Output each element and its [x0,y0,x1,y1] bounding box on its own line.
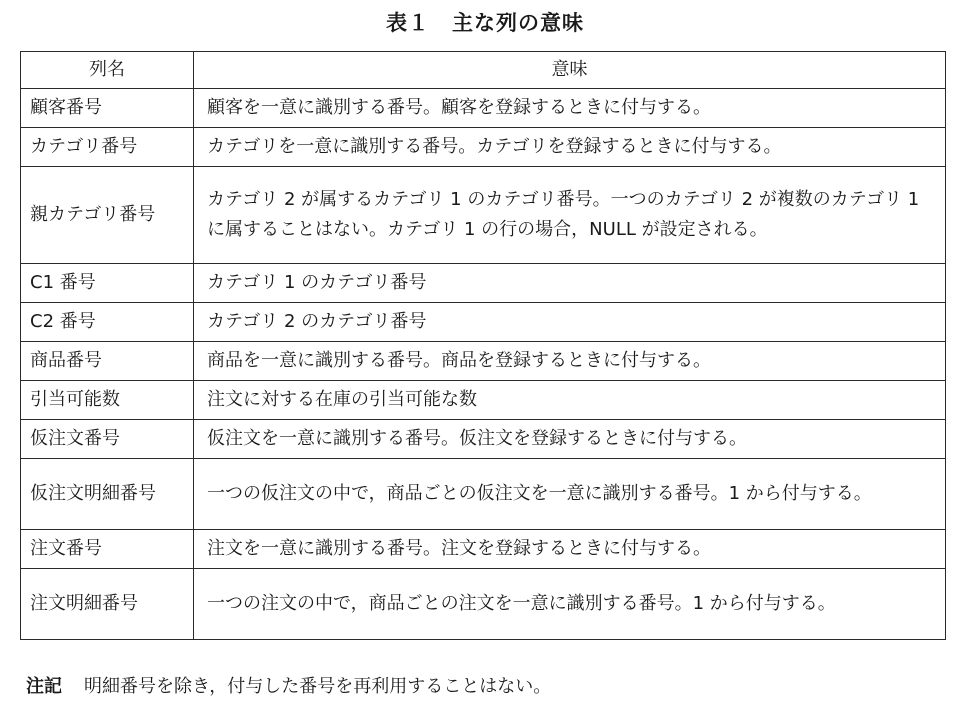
row-meaning: 注文に対する在庫の引当可能な数 [194,381,946,420]
table-row [21,420,946,459]
table-row [21,264,946,303]
row-column-name: カテゴリ番号 [21,128,194,167]
table-row [21,569,946,640]
table-row [21,459,946,530]
row-meaning: カテゴリ 1 のカテゴリ番号 [194,264,946,303]
table-row [21,303,946,342]
row-meaning: カテゴリを一意に識別する番号。カテゴリを登録するときに付与する。 [194,128,946,167]
row-meaning: 一つの注文の中で，商品ごとの注文を一意に識別する番号。1 から付与する。 [194,569,946,640]
row-column-name: 仮注文番号 [21,420,194,459]
row-meaning: カテゴリ 2 が属するカテゴリ 1 のカテゴリ番号。一つのカテゴリ 2 が複数のカテゴリ 1 に属することはない。カテゴリ 1 の行の場合，NULL が設定される。 [194,167,946,264]
footnote [26,672,551,702]
row-column-name: 注文番号 [21,530,194,569]
header-meaning: 意味 [194,52,946,89]
table-row [21,89,946,128]
row-column-name: C1 番号 [21,264,194,303]
note-text: 明細番号を除き，付与した番号を再利用することはない。 [84,676,552,697]
row-column-name: 注文明細番号 [21,569,194,640]
table-title: 表１ 主な列の意味 [386,11,584,35]
column-meaning-table [20,51,946,640]
table-header-row [21,52,946,89]
table-row [21,342,946,381]
table-row [21,381,946,420]
row-column-name: 親カテゴリ番号 [21,167,194,264]
table-row [21,128,946,167]
row-column-name: 商品番号 [21,342,194,381]
row-meaning: 商品を一意に識別する番号。商品を登録するときに付与する。 [194,342,946,381]
row-column-name: 引当可能数 [21,381,194,420]
row-column-name: C2 番号 [21,303,194,342]
table-row [21,530,946,569]
row-meaning: カテゴリ 2 のカテゴリ番号 [194,303,946,342]
row-column-name: 顧客番号 [21,89,194,128]
row-meaning: 注文を一意に識別する番号。注文を登録するときに付与する。 [194,530,946,569]
row-column-name: 仮注文明細番号 [21,459,194,530]
row-meaning: 顧客を一意に識別する番号。顧客を登録するときに付与する。 [194,89,946,128]
table-row [21,167,946,264]
header-column-name: 列名 [21,52,194,89]
row-meaning: 仮注文を一意に識別する番号。仮注文を登録するときに付与する。 [194,420,946,459]
row-meaning: 一つの仮注文の中で，商品ごとの仮注文を一意に識別する番号。1 から付与する。 [194,459,946,530]
note-label: 注記 [26,676,62,697]
